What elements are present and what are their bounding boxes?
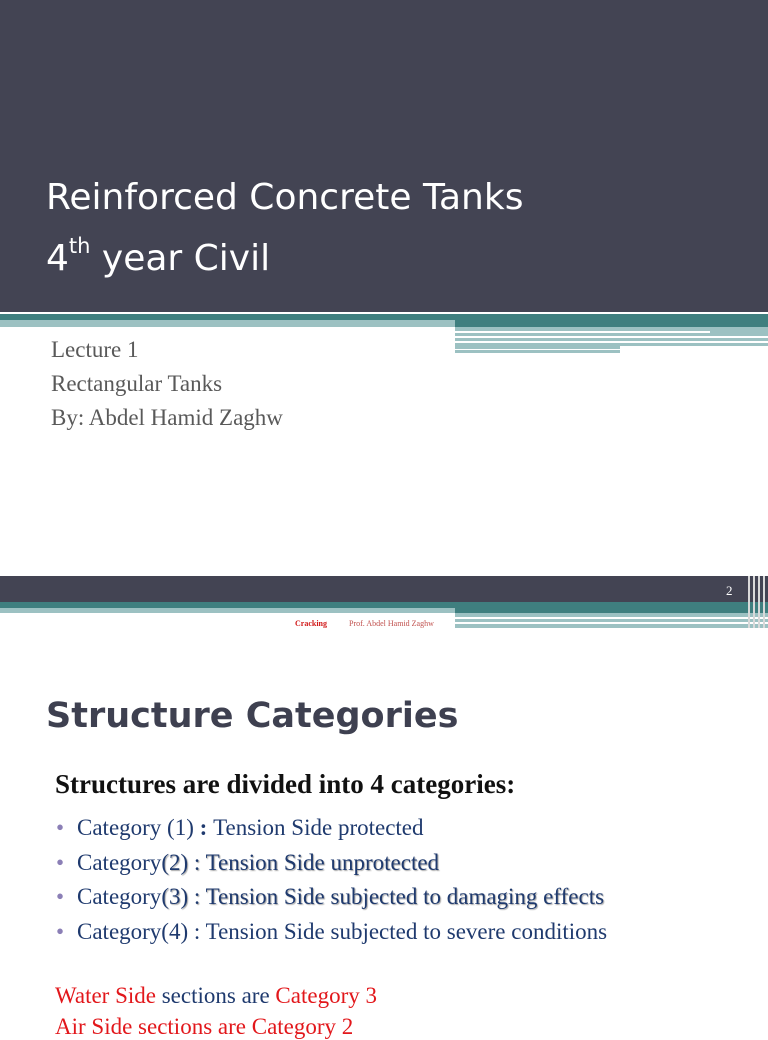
air-side-line-partial: Air Side sections are Category 2 [55, 1014, 354, 1039]
vertical-stripe [748, 576, 750, 628]
stripe-line [455, 622, 768, 624]
list-item [56, 880, 607, 915]
stripe-line [455, 336, 768, 338]
category-separator: (2) : [161, 849, 206, 875]
water-side-connector: sections are [155, 983, 276, 1008]
footer-topic: Cracking [295, 619, 327, 628]
category-label: Category [77, 884, 162, 909]
year-rest: year Civil [90, 238, 271, 279]
subtitle-lecture: Lecture 1 [51, 337, 139, 362]
bullet-icon: • [56, 849, 65, 875]
subtitle-author: By: Abdel Hamid Zaghw [51, 405, 283, 430]
list-item [56, 915, 607, 950]
category-separator: (3) : [161, 884, 206, 909]
category-separator: : [199, 815, 214, 840]
intro-text: Structures are divided into 4 categories: [55, 769, 516, 799]
year-ordinal: th [68, 234, 91, 258]
slide-title [46, 172, 523, 285]
category-label: Category(4) [77, 918, 194, 944]
slide-2-light-band [0, 608, 455, 613]
vertical-stripe [758, 576, 760, 628]
stripe-line [455, 617, 768, 619]
category-description: Tension Side protected [213, 815, 424, 840]
slide-number: 2 [726, 583, 733, 598]
category-description: Tension Side subjected to severe conditions [205, 918, 608, 944]
water-side-term: Water Side [55, 983, 156, 1008]
category-separator: : [193, 918, 206, 944]
stripe-line [455, 331, 710, 333]
category-label: Category (1) [77, 815, 200, 840]
vertical-stripe [763, 576, 765, 628]
slide-2-top-bar [0, 576, 768, 602]
vertical-stripe [753, 576, 755, 628]
water-side-category: Category 3 [275, 983, 377, 1008]
water-side-line [55, 983, 377, 1009]
list-item [56, 846, 607, 881]
category-description: Tension Side subjected to damaging effects [205, 884, 605, 909]
category-label: Category [77, 849, 162, 875]
category-list [56, 811, 607, 949]
slide-2-stripe-block [455, 613, 768, 628]
footer-author: Prof. Abdel Hamid Zaghw [349, 619, 434, 628]
bullet-icon: • [56, 918, 65, 944]
stripe-line [455, 341, 768, 343]
bullet-icon: • [56, 884, 65, 909]
list-item [56, 811, 607, 846]
slide-heading: Structure Categories [46, 696, 459, 736]
title-line-1: Reinforced Concrete Tanks [46, 177, 524, 218]
subtitle-topic: Rectangular Tanks [51, 371, 223, 396]
bullet-icon: • [56, 815, 65, 840]
category-description: Tension Side unprotected [205, 849, 440, 875]
light-teal-band [0, 320, 455, 327]
year-number: 4 [46, 238, 69, 279]
stripe-line [455, 349, 620, 350]
title-line-2 [46, 224, 523, 285]
subtitle-block [51, 333, 283, 435]
